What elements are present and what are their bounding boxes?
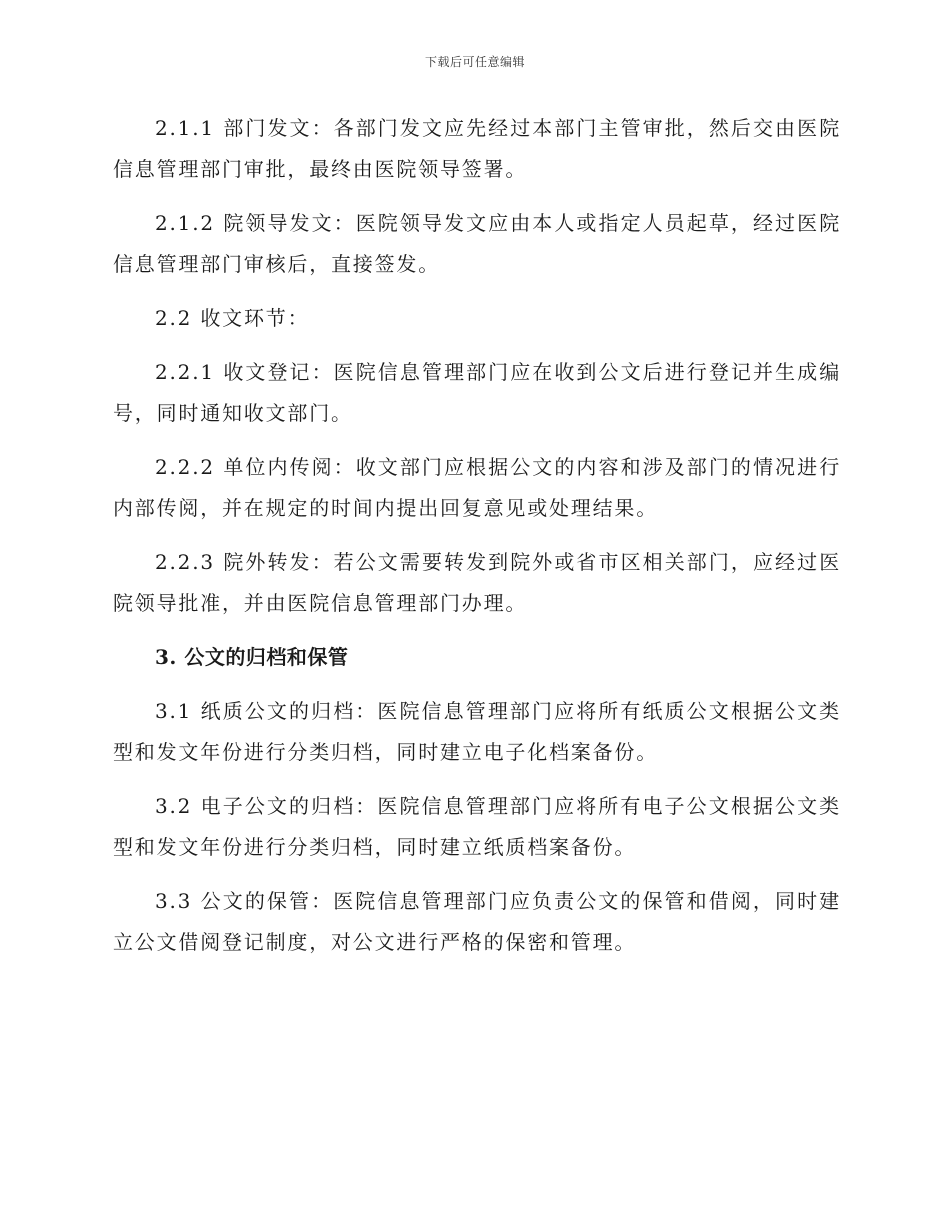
paragraph-3-2: 3.2 电子公文的归档：医院信息管理部门应将所有电子公文根据公文类型和发文年份进行分类归档，同时建立纸质档案备份。: [113, 794, 841, 859]
paragraph-2-2-1: 2.2.1 收文登记：医院信息管理部门应在收到公文后进行登记并生成编号，同时通知收文部门。: [113, 360, 841, 425]
paragraph-2-2-3: 2.2.3 院外转发：若公文需要转发到院外或省市区相关部门，应经过医院领导批准，并由医院信息管理部门办理。: [113, 550, 841, 615]
page-header: 下载后可任意编辑: [424, 55, 525, 69]
paragraph-2-1-1: 2.1.1 部门发文：各部门发文应先经过本部门主管审批，然后交由医院信息管理部门审批，最终由医院领导签署。: [113, 116, 841, 181]
paragraph-2-2: 2.2 收文环节：: [155, 306, 310, 330]
paragraph-3-1: 3.1 纸质公文的归档：医院信息管理部门应将所有纸质公文根据公文类型和发文年份进行分类归档，同时建立电子化档案备份。: [113, 699, 841, 764]
paragraph-2-1-2: 2.1.2 院领导发文：医院领导发文应由本人或指定人员起草，经过医院信息管理部门审核后，直接签发。: [113, 211, 841, 276]
paragraph-2-2-2: 2.2.2 单位内传阅：收文部门应根据公文的内容和涉及部门的情况进行内部传阅，并在规定的时间内提出回复意见或处理结果。: [113, 455, 841, 520]
paragraph-3-3: 3.3 公文的保管：医院信息管理部门应负责公文的保管和借阅，同时建立公文借阅登记制度，对公文进行严格的保密和管理。: [113, 889, 841, 954]
document-body: [113, 108, 841, 976]
section-heading-3: 3. 公文的归档和保管: [155, 645, 349, 669]
